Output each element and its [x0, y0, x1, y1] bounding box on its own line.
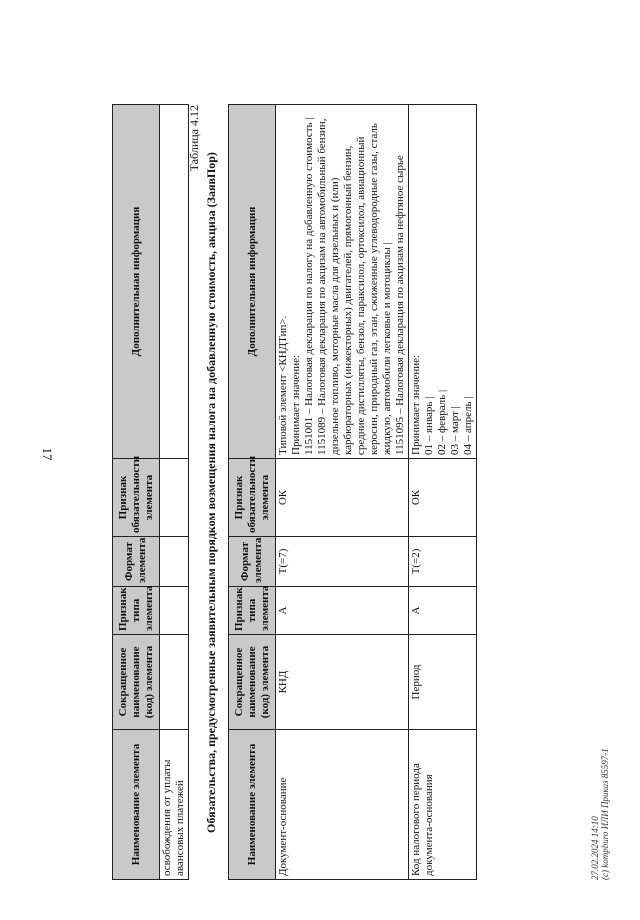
table-row: [276, 105, 409, 880]
header-type: Признак типа элемента: [113, 587, 160, 635]
cell-type: [160, 587, 189, 635]
cell-format: T(=2): [409, 537, 477, 587]
info-line: Принимает значение:: [290, 354, 302, 455]
cell-required: ОК: [409, 459, 477, 537]
table-caption: Таблица 4.12: [187, 105, 201, 172]
table-title: Обязательства, предусмотренные заявительным порядком возмещения налога на добавленную стоимость, акциза (ЗаявПор): [204, 152, 218, 833]
header-type: Признак типа элемента: [229, 587, 276, 635]
header-required: Признак обязательности элемента: [113, 459, 160, 537]
header-format: Формат элемента: [113, 537, 160, 587]
cell-info: [409, 105, 477, 459]
stamp-line: 27.02.2024 14:10: [590, 816, 600, 880]
info-line: 1151089 – Налоговая декларация по акцизам на автомобильный бензин, дизельное топливо, моторные масла для дизельных и (или) карбюраторных (инжекторных) двигателей, прямогонный бензин, средние дистилляты, бензол, параксилол, ортоксилол, авиационный керосин, природный газ, этан, сжиженные углеводородные газы, сталь жидкую, автомобили легковые и мотоциклы |: [316, 118, 393, 455]
info-line: 01 – январь |: [423, 396, 435, 455]
rotated-page: [0, 40, 640, 920]
header-code: Сокращенное наименование (код) элемента: [229, 635, 276, 730]
cell-format: [160, 537, 189, 587]
info-line: 03 – март |: [449, 406, 461, 455]
header-info: Дополнительная информация: [229, 105, 276, 459]
stamp-line: (c) kompburo ИЛИ Приказ 85597-1: [600, 748, 610, 880]
print-stamp: [590, 748, 610, 880]
header-required: Признак обязательности элемента: [229, 459, 276, 537]
info-line: 1151095 – Налоговая декларация по акцизам на нефтяное сырье: [394, 155, 406, 455]
cell-required: [160, 459, 189, 537]
info-line: 1151001 – Налоговая декларация по налогу на добавленную стоимость |: [303, 117, 315, 455]
header-name: Наименование элемента: [113, 730, 160, 880]
table-row: [409, 105, 477, 880]
cell-info: [276, 105, 409, 459]
header-info: Дополнительная информация: [113, 105, 160, 459]
cell-name: Код налогового периода документа-основания: [409, 730, 477, 880]
header-name: Наименование элемента: [229, 730, 276, 880]
header-code: Сокращенное наименование (код) элемента: [113, 635, 160, 730]
table-header-row: [113, 105, 160, 880]
cell-code: [160, 635, 189, 730]
info-line: Типовой элемент <КНДТип>.: [277, 315, 289, 455]
table-obligations: [228, 104, 477, 880]
header-format: Формат элемента: [229, 537, 276, 587]
cell-name: Документ-основание: [276, 730, 409, 880]
table-row: [160, 105, 189, 880]
cell-required: ОК: [276, 459, 409, 537]
table-continuation: [112, 104, 189, 880]
info-line: Принимает значение:: [410, 354, 422, 455]
cell-type: А: [409, 587, 477, 635]
cell-code: КНД: [276, 635, 409, 730]
info-line: 02 – февраль |: [436, 389, 448, 455]
cell-format: T(=7): [276, 537, 409, 587]
table-header-row: [229, 105, 276, 880]
page-number: 17: [40, 447, 55, 461]
cell-code: Период: [409, 635, 477, 730]
cell-type: А: [276, 587, 409, 635]
cell-name: освобождения от уплаты авансовых платежей: [160, 730, 189, 880]
cell-info: [160, 105, 189, 459]
info-line: 04 – апрель |: [462, 396, 474, 455]
